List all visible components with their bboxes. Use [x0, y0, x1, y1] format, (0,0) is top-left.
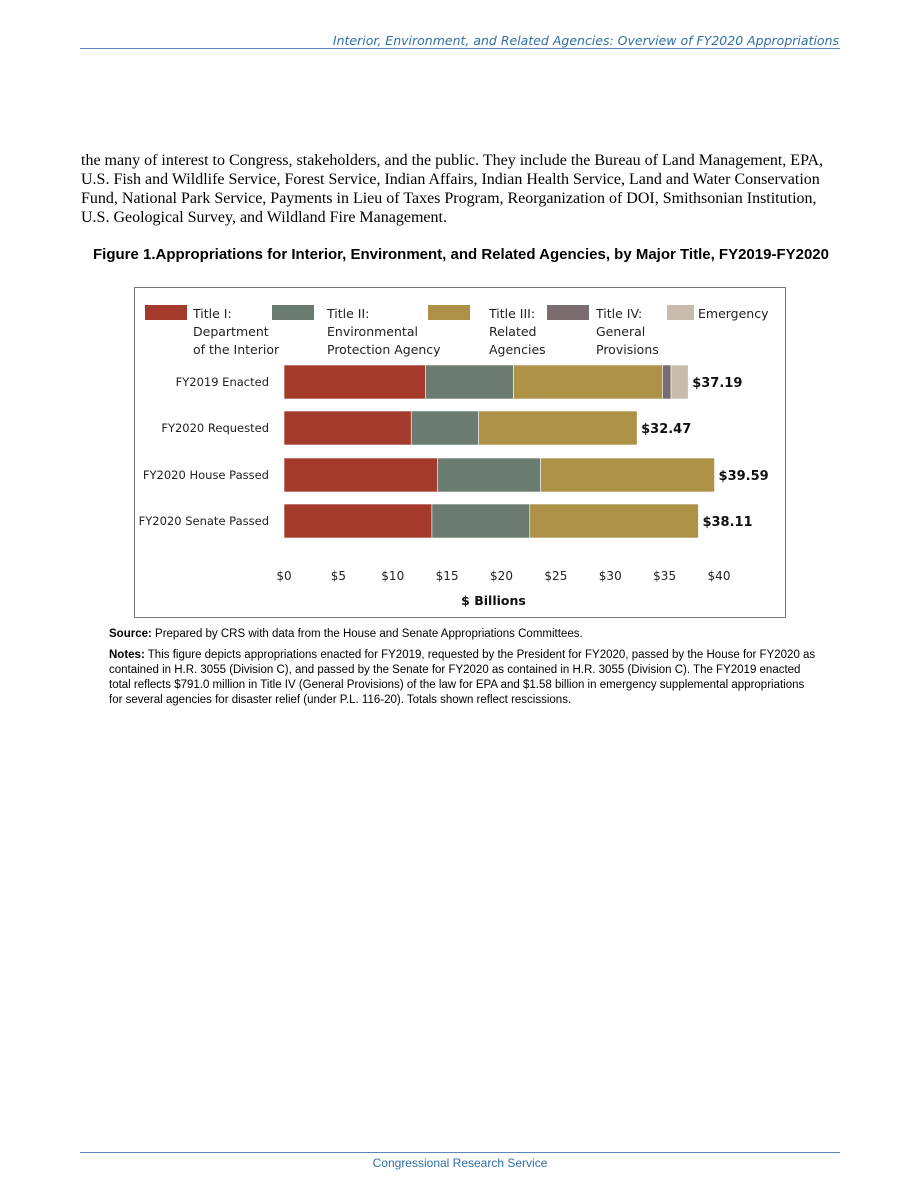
x-axis-title: $ Billions	[461, 593, 526, 608]
legend-swatch-title-ii-environmental-protection-agency	[272, 305, 314, 320]
legend-label-title-iii-related-agencies: Title III:	[489, 306, 536, 321]
bar-total-label: $38.11	[702, 515, 753, 530]
bar-title-iii-related-agencies-fy2020-senate-passed	[530, 504, 699, 538]
x-tick-label: $0	[276, 569, 292, 583]
legend-swatch-title-i-department-of-the-interior	[145, 305, 187, 320]
bar-title-ii-environmental-protection-agency-fy2020-house-passed	[437, 458, 540, 492]
legend-swatch-emergency	[667, 305, 694, 320]
header-rule	[80, 48, 840, 49]
bar-total-label: $37.19	[692, 376, 743, 391]
bar-total-label: $32.47	[641, 422, 692, 437]
chart-x-axis	[276, 569, 730, 608]
bar-total-label: $39.59	[718, 469, 769, 484]
x-tick-label: $35	[653, 569, 677, 583]
source-text: Prepared by CRS with data from the House and Senate Appropriations Committees.	[155, 628, 583, 640]
bar-title-iv-general-provisions-fy2019-enacted	[662, 365, 671, 399]
bar-title-ii-environmental-protection-agency-fy2020-requested	[411, 411, 478, 445]
legend-label-title-ii-environmental-protection-agency: Protection Agency	[327, 342, 441, 357]
bar-title-ii-environmental-protection-agency-fy2019-enacted	[425, 365, 513, 399]
notes-text: This figure depicts appropriations enacted for FY2019, requested by the President for FY2020, passed by the House for FY2020 as contained in H.R. 3055 (Division C), and passed by the Senate for FY2020 as contained in H.R. 3055 (Division C). The FY2019 enacted total reflects $791.0 million in Title IV (General Provisions) of the law for EPA and $1.58 billion in emergency supplemental appropriations for several agencies for disaster relief (under P.L. 116-20). Totals shown reflect rescissions.	[109, 649, 816, 706]
footer-rule	[80, 1152, 840, 1153]
x-tick-label: $40	[707, 569, 731, 583]
bar-emergency-fy2019-enacted	[671, 365, 688, 399]
legend-label-title-i-department-of-the-interior: Title I:	[193, 306, 232, 321]
source-note	[109, 627, 819, 642]
bar-title-iii-related-agencies-fy2020-requested	[479, 411, 637, 445]
bar-title-ii-environmental-protection-agency-fy2020-senate-passed	[432, 504, 530, 538]
category-label: FY2019 Enacted	[175, 375, 269, 389]
running-header: Interior, Environment, and Related Agencies: Overview of FY2020 Appropriations	[332, 33, 839, 48]
bar-title-i-department-of-the-interior-fy2020-senate-passed	[284, 504, 432, 538]
x-tick-label: $5	[330, 569, 347, 583]
legend-label-title-iii-related-agencies: Agencies	[489, 342, 546, 357]
category-label: FY2020 House Passed	[142, 468, 269, 482]
chart-bars	[139, 365, 769, 538]
legend-swatch-title-iv-general-provisions	[547, 305, 589, 320]
notes	[109, 648, 819, 708]
legend-label-title-i-department-of-the-interior: of the Interior	[193, 342, 280, 357]
legend-label-title-iii-related-agencies: Related	[489, 324, 537, 339]
bar-title-i-department-of-the-interior-fy2020-requested	[284, 411, 411, 445]
chart	[134, 287, 786, 618]
chart-svg	[135, 288, 785, 617]
legend-label-emergency: Emergency	[698, 306, 769, 321]
category-label: FY2020 Senate Passed	[138, 514, 269, 528]
legend-label-title-ii-environmental-protection-agency: Environmental	[327, 324, 418, 339]
body-paragraph: the many of interest to Congress, stakeholders, and the public. They include the Bureau of Land Management, EPA, U.S. Fish and Wildlife Service, Forest Service, Indian Affairs, Indian Health Service, Land and Water Conservation Fund, National Park Service, Payments in Lieu of Taxes Program, Reorganization of DOI, Smithsonian Institution, U.S. Geological Survey, and Wildland Fire Management.	[81, 152, 824, 226]
bar-title-iii-related-agencies-fy2019-enacted	[513, 365, 662, 399]
legend-label-title-iv-general-provisions: Provisions	[596, 342, 659, 357]
x-tick-label: $10	[381, 569, 405, 583]
figure-title: Figure 1.Appropriations for Interior, Environment, and Related Agencies, by Major Title, FY2019-FY2020	[92, 246, 829, 263]
x-tick-label: $30	[598, 569, 622, 583]
x-tick-label: $20	[490, 569, 513, 583]
source-label: Source:	[109, 628, 152, 640]
category-label: FY2020 Requested	[161, 421, 269, 435]
x-tick-label: $25	[544, 569, 568, 583]
running-footer: Congressional Research Service	[372, 1156, 548, 1170]
x-tick-label: $15	[435, 569, 459, 583]
legend-label-title-i-department-of-the-interior: Department	[193, 324, 269, 339]
legend-swatch-title-iii-related-agencies	[428, 305, 470, 320]
bar-title-i-department-of-the-interior-fy2020-house-passed	[284, 458, 437, 492]
bar-title-iii-related-agencies-fy2020-house-passed	[541, 458, 715, 492]
legend-label-title-iv-general-provisions: Title IV:	[596, 306, 643, 321]
legend-label-title-iv-general-provisions: General	[596, 324, 646, 339]
notes-label: Notes:	[109, 649, 145, 661]
chart-legend	[145, 305, 769, 357]
legend-label-title-ii-environmental-protection-agency: Title II:	[327, 306, 370, 321]
bar-title-i-department-of-the-interior-fy2019-enacted	[284, 365, 425, 399]
